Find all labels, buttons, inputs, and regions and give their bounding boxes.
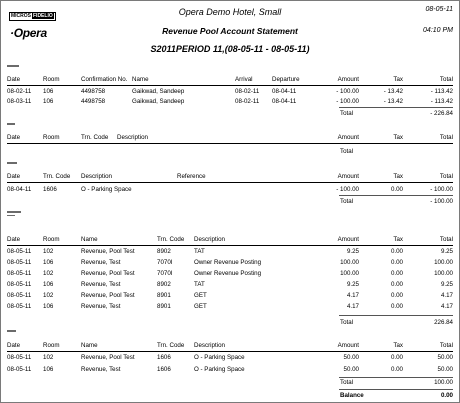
table-cell: 100.00 [434, 270, 453, 277]
table-cell: 0.00 [390, 354, 403, 361]
table-cell: 0.00 [390, 292, 403, 299]
opera-logo: ·Opera [10, 26, 47, 40]
table-cell: 8901 [157, 292, 171, 299]
col-header-trn-code: Trn. Code [81, 134, 109, 141]
table-cell: 1606 [157, 354, 171, 361]
total-label: Total [340, 198, 354, 205]
table-cell: 08-05-11 [7, 281, 32, 288]
table-cell: Revenue, Pool Test [81, 248, 135, 255]
col-header-description: Description [117, 134, 148, 141]
col-header-amount: Amount [337, 76, 359, 83]
total-label: Total [340, 319, 354, 326]
table-cell: O - Parking Space [194, 366, 245, 373]
table-cell: 4498758 [81, 98, 106, 105]
table-cell: 50.00 [343, 366, 359, 373]
table-cell: 8902 [157, 281, 171, 288]
header-rule [7, 85, 453, 86]
balance-value: 0.00 [440, 392, 453, 399]
section-marker [7, 215, 15, 216]
table-cell: 0.00 [390, 248, 403, 255]
section-marker [7, 65, 19, 67]
table-cell: 106 [43, 303, 54, 310]
table-cell: 08-05-11 [7, 366, 32, 373]
table-cell: 106 [43, 259, 54, 266]
table-cell: 102 [43, 354, 54, 361]
table-cell: 100.00 [434, 259, 453, 266]
table-cell: Revenue, Pool Test [81, 292, 135, 299]
table-cell: 0.00 [390, 303, 403, 310]
col-header-amount: Amount [337, 236, 359, 243]
col-header-date: Date [7, 76, 21, 83]
table-cell: 08-05-11 [7, 248, 32, 255]
table-cell: Revenue, Test [81, 366, 121, 373]
col-header-departure: Departure [272, 76, 300, 83]
col-header-trn-code: Trn. Code [157, 342, 185, 349]
report-date: 08-05-11 [425, 6, 453, 13]
table-cell: 08-04-11 [7, 186, 32, 193]
balance-label: Balance [340, 392, 364, 399]
section-marker [7, 330, 16, 332]
table-cell: 08-05-11 [7, 259, 32, 266]
col-header-date: Date [7, 342, 21, 349]
table-cell: 9.25 [440, 248, 453, 255]
table-cell: 9.25 [440, 281, 453, 288]
table-cell: O - Parking Space [81, 186, 132, 193]
section-marker [7, 162, 17, 164]
table-cell: 7070I [157, 259, 173, 266]
table-cell: 1606 [43, 186, 57, 193]
table-cell: Revenue, Test [81, 303, 121, 310]
table-cell: TAT [194, 281, 205, 288]
total-value: 100.00 [434, 379, 453, 386]
table-cell: 0.00 [390, 270, 403, 277]
table-cell: 100.00 [340, 270, 359, 277]
col-header-amount: Amount [337, 134, 359, 141]
table-cell: 1606 [157, 366, 171, 373]
table-cell: - 100.00 [336, 186, 359, 193]
table-cell: 50.00 [437, 366, 453, 373]
table-cell: Gaikwad, Sandeep [132, 98, 185, 105]
col-header-date: Date [7, 134, 21, 141]
table-cell: - 13.42 [383, 98, 403, 105]
table-cell: 106 [43, 88, 54, 95]
table-cell: 9.25 [346, 281, 359, 288]
subtotal-rule [339, 315, 453, 316]
table-cell: 8901 [157, 303, 171, 310]
table-cell: 102 [43, 248, 54, 255]
table-cell: 100.00 [340, 259, 359, 266]
col-header-description: Description [81, 173, 112, 180]
total-value: 226.84 [434, 319, 453, 326]
col-header-room: Room [43, 236, 60, 243]
table-cell: 08-04-11 [272, 88, 297, 95]
table-cell: Revenue, Pool Test [81, 270, 135, 277]
table-cell: - 113.42 [430, 88, 453, 95]
total-label: Total [340, 148, 354, 155]
hotel-name: Opera Demo Hotel, Small [178, 7, 282, 17]
table-cell: - 100.00 [430, 186, 453, 193]
col-header-date: Date [7, 173, 21, 180]
table-cell: Revenue, Test [81, 281, 121, 288]
col-header-tax: Tax [393, 236, 403, 243]
section-marker [7, 211, 21, 213]
report-period: S2011PERIOD 11,(08-05-11 - 08-05-11) [150, 44, 310, 54]
table-cell: 08-05-11 [7, 303, 32, 310]
col-header-description: Description [194, 342, 225, 349]
table-cell: 102 [43, 292, 54, 299]
col-header-room: Room [43, 76, 60, 83]
report-time: 04:10 PM [423, 27, 453, 34]
col-header-tax: Tax [393, 342, 403, 349]
table-cell: Revenue, Test [81, 259, 121, 266]
col-header-name: Name [81, 342, 98, 349]
col-header-trn-code: Trn. Code [157, 236, 185, 243]
total-value: - 226.84 [430, 110, 453, 117]
table-cell: 0.00 [390, 366, 403, 373]
header-rule [7, 182, 453, 183]
table-cell: 4.17 [346, 303, 359, 310]
header-rule [7, 351, 453, 352]
col-header-confirmation: Confirmation No. [81, 76, 128, 83]
header-rule [7, 245, 453, 246]
table-cell: TAT [194, 248, 205, 255]
table-cell: 9.25 [346, 248, 359, 255]
col-header-name: Name [81, 236, 98, 243]
col-header-tax: Tax [393, 76, 403, 83]
table-cell: 50.00 [343, 354, 359, 361]
table-cell: 08-04-11 [272, 98, 297, 105]
table-cell: Gaikwad, Sandeep [132, 88, 185, 95]
col-header-name: Name [132, 76, 149, 83]
table-cell: 4.17 [440, 292, 453, 299]
col-header-arrival: Arrival [235, 76, 253, 83]
col-header-tax: Tax [393, 173, 403, 180]
table-cell: - 113.42 [430, 98, 453, 105]
table-cell: Revenue, Pool Test [81, 354, 135, 361]
table-cell: 0.00 [390, 259, 403, 266]
table-cell: 102 [43, 270, 54, 277]
table-cell: - 100.00 [336, 88, 359, 95]
table-cell: 08-05-11 [7, 292, 32, 299]
table-cell: 08-02-11 [235, 98, 260, 105]
table-cell: 106 [43, 366, 54, 373]
table-cell: 8902 [157, 248, 171, 255]
table-cell: 08-02-11 [235, 88, 260, 95]
table-cell: 08-05-11 [7, 270, 32, 277]
micros-fidelio-logo: MICROS FIDELIO [9, 12, 56, 21]
col-header-total: Total [439, 342, 453, 349]
table-cell: 106 [43, 281, 54, 288]
table-cell: O - Parking Space [194, 354, 245, 361]
table-cell: 08-02-11 [7, 88, 32, 95]
table-cell: GET [194, 292, 207, 299]
table-cell: 4498758 [81, 88, 106, 95]
table-cell: Owner Revenue Posting [194, 259, 262, 266]
section-marker [7, 123, 15, 125]
table-cell: 0.00 [390, 281, 403, 288]
col-header-reference: Reference [177, 173, 206, 180]
table-cell: 4.17 [440, 303, 453, 310]
table-cell: 08-03-11 [7, 98, 32, 105]
table-cell: - 100.00 [336, 98, 359, 105]
total-label: Total [340, 110, 354, 117]
table-cell: 106 [43, 98, 54, 105]
header-rule [7, 143, 453, 144]
subtotal-rule [339, 377, 453, 378]
col-header-description: Description [194, 236, 225, 243]
report-title: Revenue Pool Account Statement [162, 26, 298, 36]
col-header-total: Total [439, 173, 453, 180]
col-header-date: Date [7, 236, 21, 243]
total-label: Total [340, 379, 354, 386]
col-header-tax: Tax [393, 134, 403, 141]
table-cell: 0.00 [390, 186, 403, 193]
table-cell: Owner Revenue Posting [194, 270, 262, 277]
subtotal-rule [339, 107, 453, 108]
col-header-amount: Amount [337, 342, 359, 349]
table-cell: 50.00 [437, 354, 453, 361]
table-cell: 4.17 [346, 292, 359, 299]
col-header-room: Room [43, 134, 60, 141]
col-header-trn-code: Trn. Code [43, 173, 71, 180]
table-cell: 7070I [157, 270, 173, 277]
col-header-total: Total [439, 134, 453, 141]
balance-rule [339, 389, 453, 390]
table-cell: - 13.42 [383, 88, 403, 95]
subtotal-rule [339, 195, 453, 196]
col-header-amount: Amount [337, 173, 359, 180]
total-value: - 100.00 [430, 198, 453, 205]
table-cell: 08-05-11 [7, 354, 32, 361]
col-header-total: Total [439, 76, 453, 83]
table-cell: GET [194, 303, 207, 310]
col-header-total: Total [439, 236, 453, 243]
col-header-room: Room [43, 342, 60, 349]
